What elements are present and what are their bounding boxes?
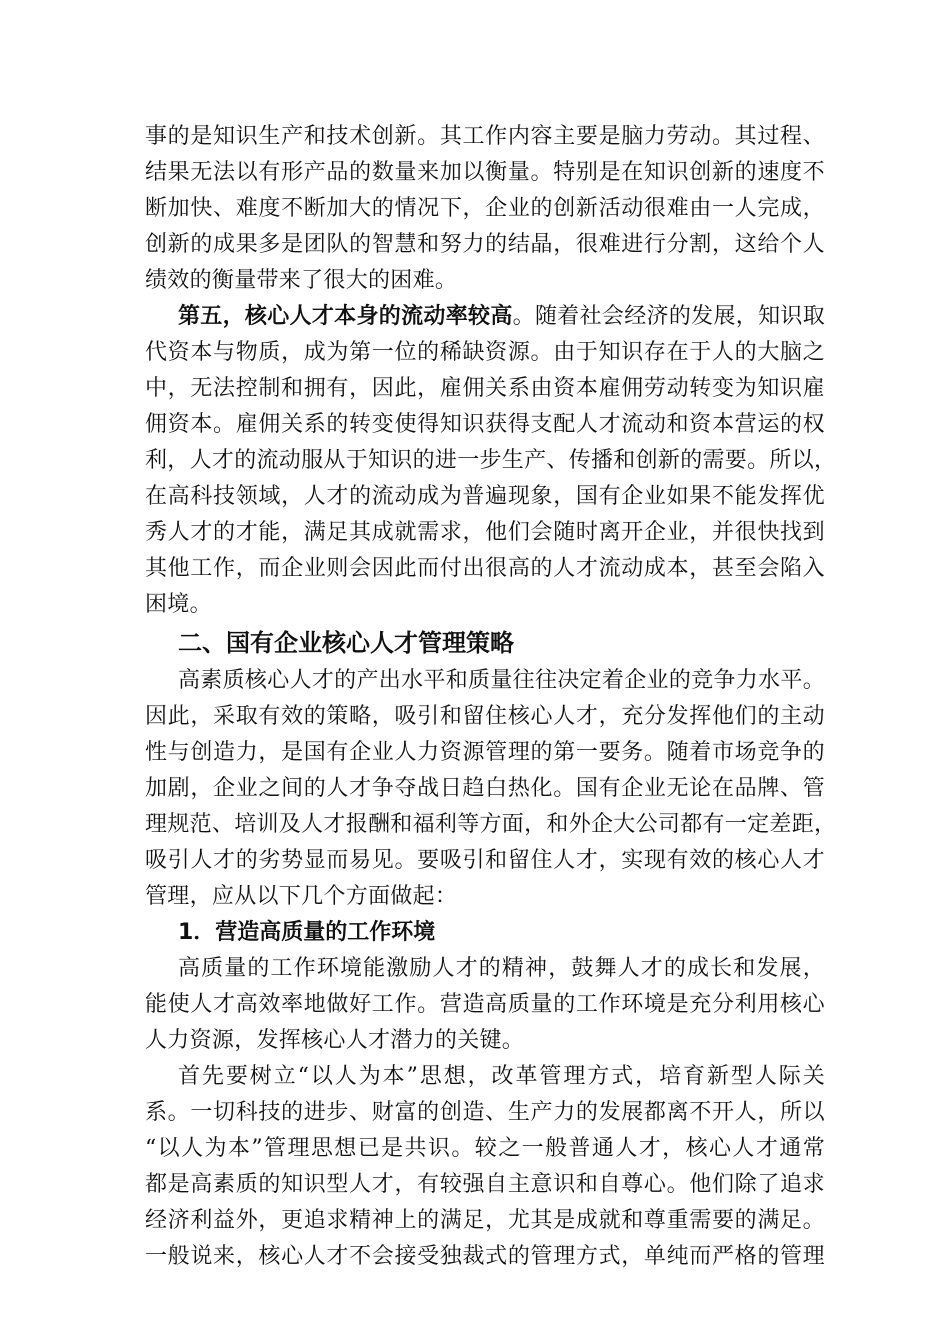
text-line: 一般说来，核心人才不会接受独裁式的管理方式，单纯而严格的管理: [145, 1244, 825, 1269]
text-line: 利，人才的流动服从于知识的进一步生产、传播和创新的需要。所以，: [145, 448, 837, 473]
paragraph-first-line: [178, 297, 825, 337]
text-line: 佣资本。雇佣关系的转变使得知识获得支配人才流动和资本营运的权: [145, 412, 825, 437]
section-heading: 二、国有企业核心人才管理策略: [178, 629, 514, 657]
text-line: 秀人才的才能，满足其成就需求，他们会随时离开企业，并很快找到: [145, 520, 825, 545]
text-line: 因此，采取有效的策略，吸引和留住核心人才，充分发挥他们的主动: [145, 704, 825, 729]
text-line: 断加快、难度不断加大的情况下，企业的创新活动很难由一人完成，: [145, 196, 825, 221]
text-line: 人力资源，发挥核心人才潜力的关键。: [145, 1028, 525, 1053]
text-line: 困境。: [145, 592, 212, 617]
text-line: 绩效的衡量带来了很大的困难。: [145, 268, 458, 293]
text-line: 能使人才高效率地做好工作。营造高质量的工作环境是充分利用核心: [145, 992, 825, 1017]
text-line: 吸引人才的劣势显而易见。要吸引和留住人才，实现有效的核心人才: [145, 848, 825, 873]
text-line: 事的是知识生产和技术创新。其工作内容主要是脑力劳动。其过程、: [145, 124, 825, 149]
paragraph-first-line: 高质量的工作环境能激励人才的精神，鼓舞人才的成长和发展，: [178, 956, 825, 981]
text-line: 系。一切科技的进步、财富的创造、生产力的发展都离不开人，所以: [145, 1100, 825, 1125]
paragraph-first-line: 首先要树立“以人为本”思想，改革管理方式，培育新型人际关: [178, 1064, 825, 1089]
text-line: 理规范、培训及人才报酬和福利等方面，和外企大公司都有一定差距，: [145, 812, 837, 837]
text-line: 性与创造力，是国有企业人力资源管理的第一要务。随着市场竞争的: [145, 740, 825, 765]
text-line: “以人为本”管理思想已是共识。较之一般普通人才，核心人才通常: [145, 1136, 825, 1161]
text-line: 结果无法以有形产品的数量来加以衡量。特别是在知识创新的速度不: [145, 160, 825, 185]
text-line: 在高科技领域，人才的流动成为普遍现象，国有企业如果不能发挥优: [145, 484, 825, 509]
text-run: 。随着社会经济的发展，知识取: [512, 304, 825, 329]
text-line: 其他工作，而企业则会因此而付出很高的人才流动成本，甚至会陷入: [145, 556, 825, 581]
text-line: 创新的成果多是团队的智慧和努力的结晶，很难进行分割，这给个人: [145, 232, 825, 257]
subsection-heading: 1．营造高质量的工作环境: [178, 920, 436, 945]
bold-lead-phrase: 第五，核心人才本身的流动率较高: [178, 304, 513, 329]
text-line: 加剧，企业之间的人才争夺战日趋白热化。国有企业无论在品牌、管: [145, 776, 825, 801]
text-line: 经济利益外，更追求精神上的满足，尤其是成就和尊重需要的满足。: [145, 1208, 825, 1233]
paragraph-first-line: 高素质核心人才的产出水平和质量往往决定着企业的竞争力水平。: [178, 668, 825, 693]
text-line: 管理，应从以下几个方面做起：: [145, 884, 458, 909]
text-line: 中，无法控制和拥有，因此，雇佣关系由资本雇佣劳动转变为知识雇: [145, 376, 825, 401]
text-line: 代资本与物质，成为第一位的稀缺资源。由于知识存在于人的大脑之: [145, 340, 825, 365]
text-line: 都是高素质的知识型人才，有较强自主意识和自尊心。他们除了追求: [145, 1172, 825, 1197]
